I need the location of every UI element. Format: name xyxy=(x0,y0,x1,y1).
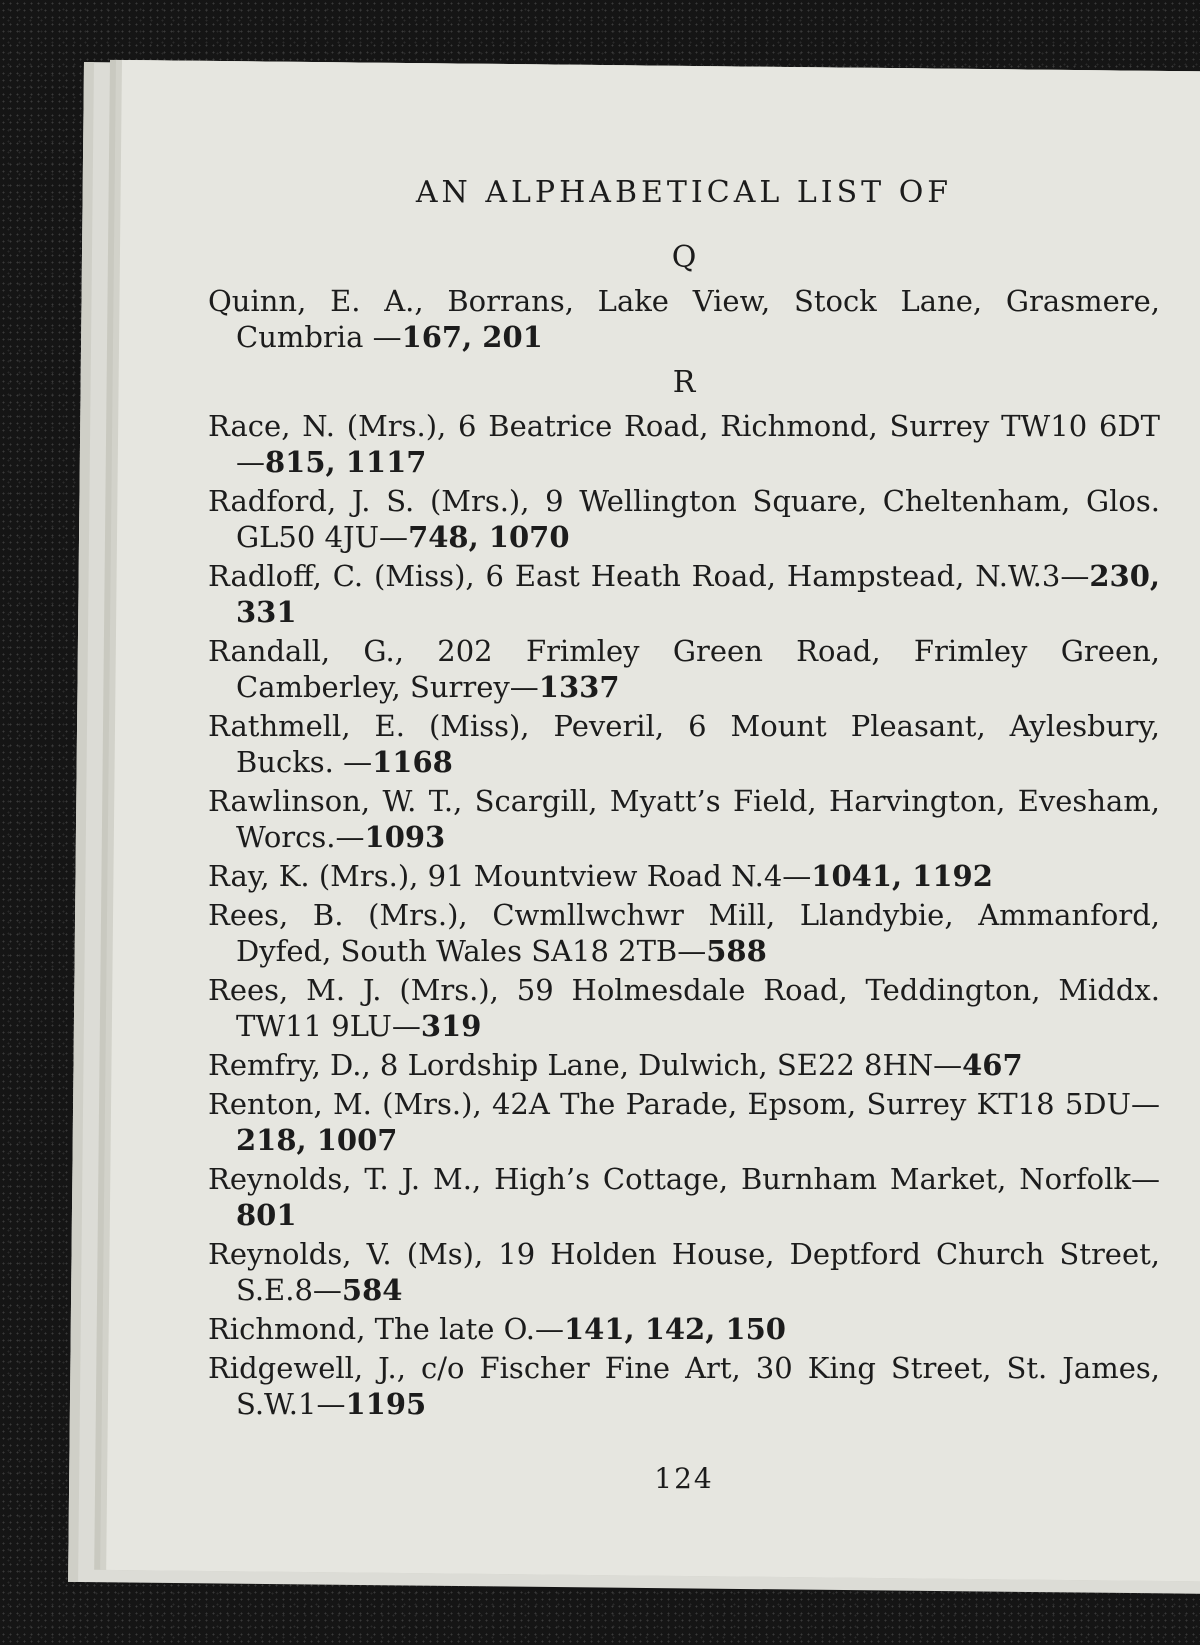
index-entry xyxy=(208,1086,1160,1158)
entry-text: Ridgewell, J., c/o Fischer Fine Art, 30 King Street, St. James, S.W.1— xyxy=(208,1351,1160,1421)
entry-text: Quinn, E. A., Borrans, Lake View, Stock Lane, Grasmere, Cumbria — xyxy=(208,284,1160,354)
entry-text: Reynolds, T. J. M., High’s Cottage, Burnham Market, Norfolk— xyxy=(208,1162,1160,1196)
entry-text: Randall, G., 202 Frimley Green Road, Frimley Green, Camberley, Surrey— xyxy=(208,634,1160,704)
entry-refs: 319 xyxy=(420,1009,482,1043)
entry-refs: 801 xyxy=(236,1198,297,1232)
section-letter: Q xyxy=(671,240,697,275)
index-entry xyxy=(208,1236,1160,1308)
index-entry xyxy=(208,897,1160,969)
entry-refs: 1337 xyxy=(538,670,620,704)
entry-text: Race, N. (Mrs.), 6 Beatrice Road, Richmond, Surrey TW10 6DT— xyxy=(208,409,1160,479)
entry-text: Rawlinson, W. T., Scargill, Myatt’s Field, Harvington, Evesham, Worcs.— xyxy=(208,784,1160,854)
entry-refs: 1041, 1192 xyxy=(811,859,993,893)
entry-text: Reynolds, V. (Ms), 19 Holden House, Deptford Church Street, S.E.8— xyxy=(208,1237,1160,1307)
section-r xyxy=(208,365,1160,1422)
entry-text: Ray, K. (Mrs.), 91 Mountview Road N.4— xyxy=(208,859,812,893)
index-entry xyxy=(208,708,1160,780)
section-letter: R xyxy=(672,365,696,400)
section-q xyxy=(208,240,1160,355)
entry-refs: 230, 331 xyxy=(236,559,1160,629)
entry-refs: 167, 201 xyxy=(401,320,543,354)
entry-text: Remfry, D., 8 Lordship Lane, Dulwich, SE22 8HN— xyxy=(208,1048,963,1082)
index-entry xyxy=(208,858,1160,894)
entry-refs: 815, 1117 xyxy=(265,445,427,479)
index-entry xyxy=(208,972,1160,1044)
entry-text: Rees, B. (Mrs.), Cwmllwchwr Mill, Llandybie, Ammanford, Dyfed, South Wales SA18 2TB— xyxy=(208,898,1160,968)
index-entry xyxy=(208,283,1160,355)
entry-refs: 1093 xyxy=(364,820,446,854)
running-head: AN ALPHABETICAL LIST OF xyxy=(415,175,953,210)
index-entry xyxy=(208,633,1160,705)
entry-refs: 584 xyxy=(341,1273,403,1307)
index-entry xyxy=(208,408,1160,480)
entry-text: Rathmell, E. (Miss), Peveril, 6 Mount Pleasant, Aylesbury, Bucks. — xyxy=(208,709,1160,779)
entry-refs: 467 xyxy=(962,1048,1023,1082)
index-entry xyxy=(208,1161,1160,1233)
entry-refs: 748, 1070 xyxy=(408,520,570,554)
entry-refs: 1195 xyxy=(345,1387,427,1421)
index-entry xyxy=(208,783,1160,855)
index-entry xyxy=(208,1350,1160,1422)
entry-refs: 141, 142, 150 xyxy=(563,1312,786,1346)
index-entry xyxy=(208,1047,1160,1083)
index-entry xyxy=(208,1311,1160,1347)
entry-text: Rees, M. J. (Mrs.), 59 Holmesdale Road, Teddington, Middx. TW11 9LU— xyxy=(208,973,1160,1043)
entry-refs: 588 xyxy=(706,934,767,968)
entry-text: Richmond, The late O.— xyxy=(208,1312,564,1346)
index-entry xyxy=(208,558,1160,630)
entry-text: Renton, M. (Mrs.), 42A The Parade, Epsom, Surrey KT18 5DU— xyxy=(208,1087,1160,1121)
page-content xyxy=(208,175,1160,1495)
entry-refs: 1168 xyxy=(372,745,453,779)
entry-text: Radford, J. S. (Mrs.), 9 Wellington Square, Cheltenham, Glos. GL50 4JU— xyxy=(208,484,1160,554)
index-entry xyxy=(208,483,1160,555)
entry-refs: 218, 1007 xyxy=(236,1123,398,1157)
entry-text: Radloff, C. (Miss), 6 East Heath Road, Hampstead, N.W.3— xyxy=(208,559,1090,593)
page-number: 124 xyxy=(654,1462,714,1495)
